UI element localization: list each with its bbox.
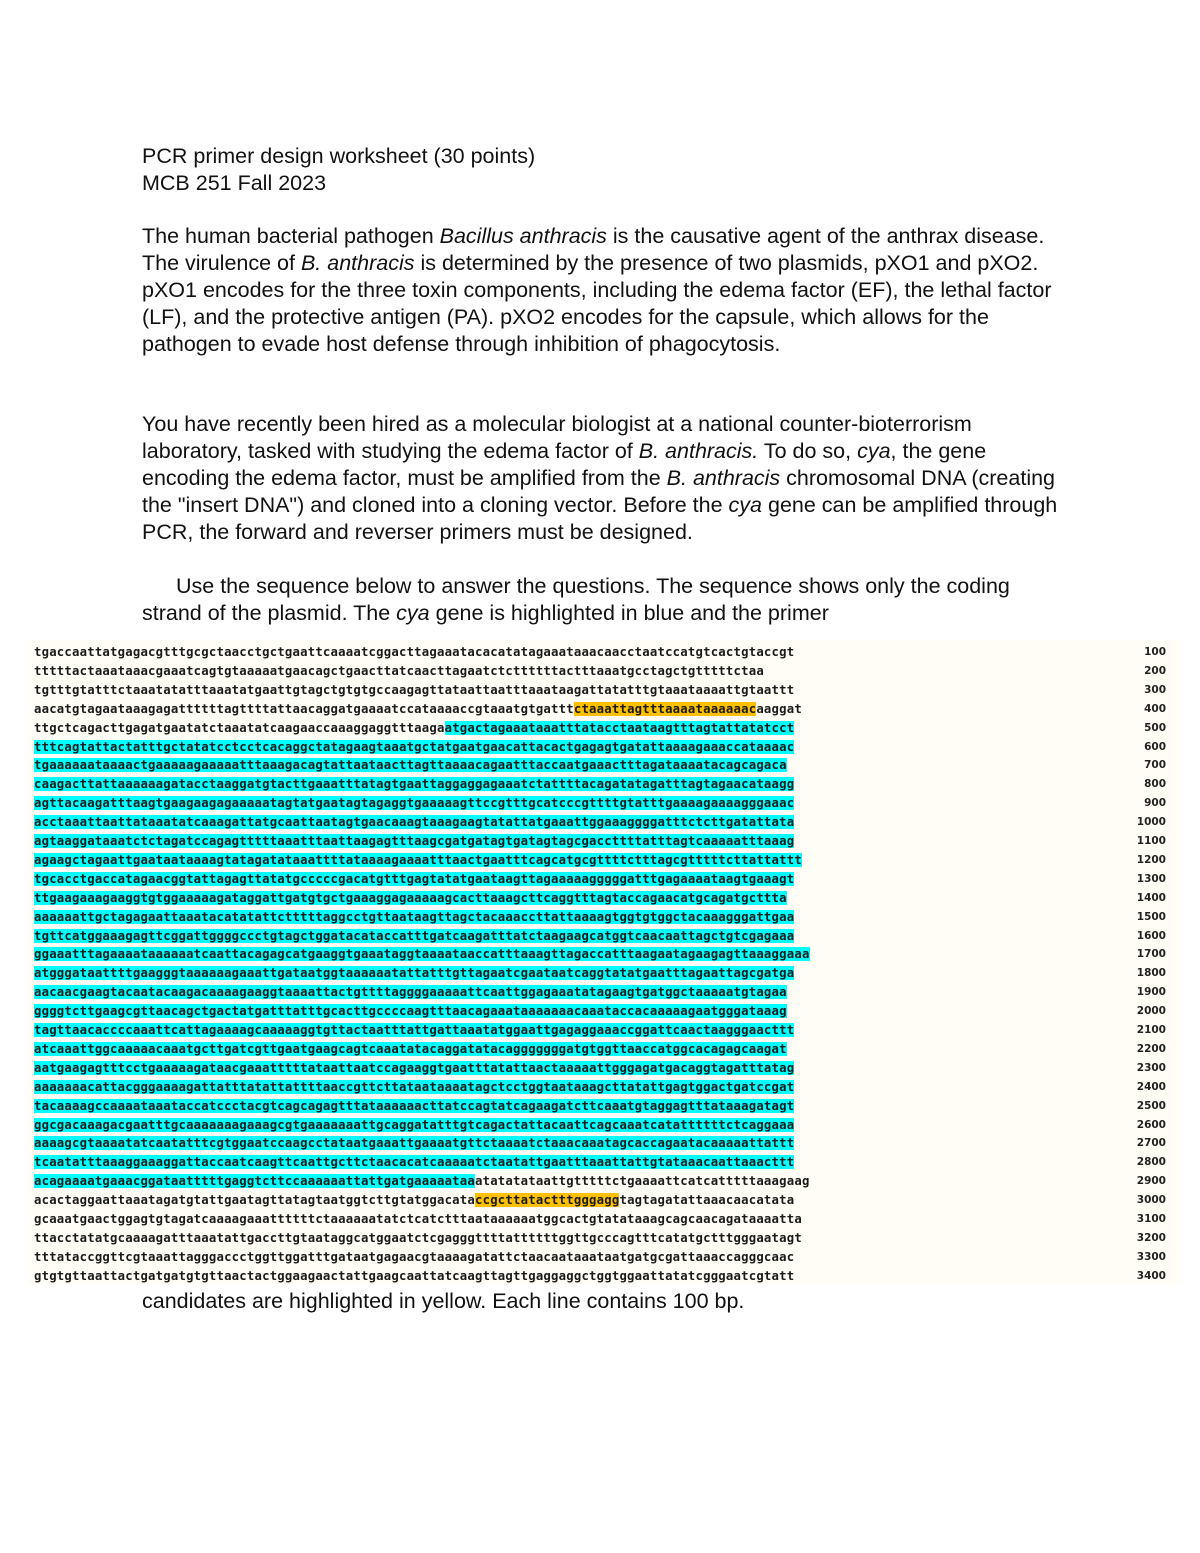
sequence-segment: tttataccggttcgtaaattagggaccctggttggatttgataatgagaacgtaaaagatattctaacaataaataatgatgcgattaaaccagggcaac xyxy=(34,1249,795,1264)
base-pair-position: 900 xyxy=(1144,797,1166,810)
worksheet-heading xyxy=(142,143,1072,197)
text-run: To do so, xyxy=(758,439,858,463)
base-pair-position: 1300 xyxy=(1136,872,1166,885)
intro-text xyxy=(142,223,1072,358)
instructions-continued-text xyxy=(142,1288,1072,1315)
base-pair-position: 3400 xyxy=(1136,1269,1166,1282)
cya-gene-highlight: aaaaaaacattacgggaaaagattatttatattattttaaccgttcttataataaaatagctcctggtaataaagcttatattgagtggactgatccgat xyxy=(34,1079,795,1094)
sequence-line xyxy=(34,775,794,793)
cya-gene-highlight: tgcacctgaccatagaacggtattagagttatatgcccccgacatgtttgagtatatgaataagttagaaaaagggggatttgagaaaataagtgaaagt xyxy=(34,871,795,886)
sequence-line xyxy=(34,927,794,945)
base-pair-position: 400 xyxy=(1144,702,1166,715)
base-pair-position: 600 xyxy=(1144,740,1166,753)
base-pair-position: 3100 xyxy=(1136,1213,1166,1225)
cya-gene-highlight: tgaaaaaataaaactgaaaaagaaaaatttaaagacagtattaataacttagttaaaacagaatttaccaatgaaactttagataaaatacagcagaca xyxy=(34,758,787,773)
cya-gene-highlight: aaaagcgtaaaatatcaatatttcgtggaatccaagcctataatgaaattgaaaatgttctaaaatctaaacaaatagcaccagaatacaaaaattattt xyxy=(34,1136,795,1151)
sequence-line xyxy=(34,794,794,812)
sequence-line xyxy=(34,1210,802,1228)
cya-gene-highlight: acagaaaatgaaacggataatttttgaggtcttccaaaaaattattgatgaaaaataa xyxy=(34,1174,475,1189)
sequence-line xyxy=(34,1116,794,1134)
task-paragraph xyxy=(142,411,1072,546)
sequence-line xyxy=(34,832,794,850)
base-pair-position: 200 xyxy=(1144,664,1166,677)
sequence-line xyxy=(34,1191,794,1209)
course-line: MCB 251 Fall 2023 xyxy=(142,171,327,195)
cya-gene-highlight: atcaaattggcaaaaacaaatgcttgatcgttgaatgaagcagtcaaatatacaggatatacagggggggatgtggttaaccatggcacagagcaagat xyxy=(34,1041,787,1056)
sequence-line xyxy=(34,1059,794,1077)
text-run: is the causative agent of the anthrax disease. The virulence of xyxy=(142,224,1045,275)
intro-paragraph xyxy=(142,223,1072,358)
base-pair-position: 2900 xyxy=(1136,1175,1166,1188)
sequence-segment: aacatgtagaataaagagattttttagttttattaacaggatgaaaatccataaaaccgtaaatgtgattt xyxy=(34,701,574,716)
sequence-line xyxy=(34,1134,794,1152)
sequence-line xyxy=(34,1097,794,1115)
cya-gene-highlight: aatgaagagtttcctgaaaaagataacgaaatttttataattaatccagaaggtgaatttatattaactaaaaattgggagatgacaggtagatttatag xyxy=(34,1060,795,1075)
sequence-line xyxy=(34,945,810,963)
cya-gene-highlight: agaagctagaattgaataataaaagtatagatataaattttataaaagaaaatttaactgaatttcagcatgcgttttctttagcgtttttcttattattt xyxy=(34,852,802,867)
sequence-line xyxy=(34,1002,787,1020)
sequence-line xyxy=(34,1153,794,1171)
sequence-line xyxy=(34,700,802,718)
cya-gene-highlight: tcaatatttaaaggaaaggattaccaatcaagttcaattgcttctaacacatcaaaaatctaatattgaatttaaattattgtataaacaattaaacttt xyxy=(34,1155,795,1170)
base-pair-position: 3200 xyxy=(1136,1231,1166,1244)
sequence-line xyxy=(34,1267,794,1285)
base-pair-position: 2500 xyxy=(1136,1099,1166,1112)
sequence-segment: ttgctcagacttgagatgaatatctaaatatcaagaaccaaaggaggtttaaga xyxy=(34,720,445,735)
sequence-line xyxy=(34,662,764,680)
base-pair-position: 1100 xyxy=(1136,835,1166,847)
instructions-text xyxy=(142,573,1072,627)
cya-gene-highlight: acctaaattaattataaatatcaaagattatgcaattaatagtgaacaaagtaaagaagtatattatgaaattggaaaggggatttctcttgatattata xyxy=(34,815,795,830)
sequence-segment: tgtttgtatttctaaatatatttaaatatgaattgtagctgtgtgccaagagttataattaatttaaataagattatatttgtaaataaaattgtaattt xyxy=(34,682,795,697)
base-pair-position: 2300 xyxy=(1136,1061,1166,1074)
text-run: is determined by the presence of two plasmids, pXO1 and pXO2. pXO1 encodes for the three toxin components, including the edema factor (EF), the lethal factor (LF), and the protective antigen (PA). pXO2 encodes for the capsule, which allows for the pathogen to evade host defense through inhibition of phagocytosis. xyxy=(142,251,1052,356)
base-pair-position: 2100 xyxy=(1136,1024,1166,1036)
sequence-line xyxy=(34,851,802,869)
text-run: , the gene encoding the edema factor, must be amplified from the xyxy=(142,439,987,490)
primer-candidate-highlight: ctaaattagtttaaaataaaaaac xyxy=(573,701,757,716)
base-pair-position: 100 xyxy=(1144,646,1166,658)
sequence-segment: acactaggaattaaatagatgtattgaatagttatagtaatggtcttgtatggacata xyxy=(34,1193,475,1208)
sequence-line xyxy=(34,681,794,699)
sequence-line xyxy=(34,813,794,831)
cya-gene-highlight: agtaaggataaatctctagatccagagtttttaaatttaattaagagtttaagcgatgatagtgatagtagcgaccttttatttagtcaaaaatttaaag xyxy=(34,834,795,848)
base-pair-position: 1200 xyxy=(1136,853,1166,866)
sequence-line xyxy=(34,870,794,888)
cya-gene-highlight: atgactagaaataaatttatacctaataagtttagtattatatcct xyxy=(444,720,795,735)
base-pair-position: 1600 xyxy=(1136,929,1166,942)
base-pair-position: 1500 xyxy=(1136,910,1166,923)
instructions-paragraph xyxy=(142,573,1072,627)
base-pair-position: 2700 xyxy=(1136,1137,1166,1150)
sequence-segment: tagtagatattaaacaacatata xyxy=(619,1193,795,1208)
base-pair-position: 2600 xyxy=(1136,1118,1166,1131)
cya-gene-highlight: agttacaagatttaagtgaagaagagaaaaatagtatgaatagtagaggtgaaaaagttccgtttgcatcccgttttgtatttgaaaagaaaagggaaac xyxy=(34,796,795,811)
base-pair-position: 2400 xyxy=(1136,1080,1166,1093)
cya-gene-highlight: ggcgacaaagacgaatttgcaaaaaaagaaagcgtgaaaaaaattgcaggatatttgtcagactattacaattcagcaaatcatattttttctcaggaaa xyxy=(34,1117,795,1132)
sequence-panel xyxy=(28,640,1180,1284)
sequence-line xyxy=(34,719,794,737)
sequence-segment: aaggat xyxy=(756,701,802,716)
text-run: You have recently been hired as a molecular biologist at a national counter-bioterrorism laboratory, tasked with studying the edema factor of xyxy=(142,412,972,463)
primer-candidate-highlight: ccgcttatactttgggagg xyxy=(475,1193,620,1208)
base-pair-position: 800 xyxy=(1144,778,1166,791)
cya-gene-highlight: atgggataattttgaagggtaaaaaagaaattgataatggtaaaaaatattatttgttagaatcgaataatcaggtatatgaatttagaattagcgatga xyxy=(34,966,795,981)
sequence-segment: gtgtgttaattactgatgatgtgttaactactggaagaactattgaagcaattatcaagttagttgaggaggctggtggaattatatcgggaatcgtatt xyxy=(34,1268,795,1283)
text-run: Use the sequence below to answer the questions. The sequence shows only the coding strand of the plasmid. The xyxy=(142,574,1010,625)
cya-gene-highlight: ggaaatttagaaaataaaaaatcaattacagagcatgaaggtgaaataggtaaaataaccatttaaagttagaccatttaagaatagaagagttaaaggaaa xyxy=(34,947,810,962)
base-pair-position: 1000 xyxy=(1136,816,1166,829)
sequence-segment: tgaccaattatgagacgtttgcgctaacctgctgaattcaaaatcggacttagaaatacacatatagaaataaacaacctaatccatgtcactgtaccgt xyxy=(34,645,795,659)
base-pair-position: 300 xyxy=(1144,683,1166,696)
text-run: gene is highlighted in blue and the primer xyxy=(429,601,829,625)
italic-term: Bacillus anthracis xyxy=(439,224,607,248)
cya-gene-highlight: ggggtcttgaagcgttaacagctgactatgatttatttgcacttgccccaagtttaacagaaataaaaaaacaaataccacaaaaagaatgggataaag xyxy=(34,1004,787,1019)
cya-gene-highlight: tagttaacaccccaaattcattagaaaagcaaaaaggtgttactaatttattgattaaatatggaattgagaggaaaccggattcaactaagggaacttt xyxy=(34,1023,795,1037)
base-pair-position: 2200 xyxy=(1136,1042,1166,1055)
sequence-line xyxy=(34,1172,810,1190)
sequence-line xyxy=(34,983,787,1001)
sequence-line xyxy=(34,964,794,982)
cya-gene-highlight: caagacttattaaaaaagatacctaaggatgtacttgaaatttatagtgaattaggaggagaaatctattttacagatatagatttagtagaacataagg xyxy=(34,777,795,792)
sequence-segment: gcaaatgaactggagtgtagatcaaaagaaattttttctaaaaaatatctcatctttaataaaaaatggcactgtatataaagcagcaacagataaaatta xyxy=(34,1212,802,1226)
cya-gene-highlight: aacaacgaagtacaatacaagacaaaagaaggtaaaattactgttttaggggaaaaattcaattggagaaatatagaagtgatggctaaaaatgtagaa xyxy=(34,985,787,1000)
sequence-line xyxy=(34,738,794,756)
base-pair-position: 500 xyxy=(1144,721,1166,734)
cya-gene-highlight: ttgaagaaagaaggtgtggaaaaagataggattgatgtgctgaaaggagaaaaagcacttaaagcttcaggtttagtaccagaacatgcagatgcttta xyxy=(34,890,787,905)
text-run: gene can be amplified through PCR, the forward and reverser primers must be designed. xyxy=(142,493,1058,544)
instructions-continued xyxy=(142,1288,1072,1315)
cya-gene-highlight: tgttcatggaaagagttcggattggggccctgtagctggatacataccatttgatcaagatttatctaagaagcatggtcaacaattagctgtcgagaaa xyxy=(34,928,795,943)
cya-gene-highlight: tacaaaagccaaaataaataccatccctacgtcagcagagtttataaaaaacttatccagtatcagaagatcttcaaatgtaggagtttataaagatagt xyxy=(34,1098,795,1113)
sequence-line xyxy=(34,643,794,661)
base-pair-position: 700 xyxy=(1144,759,1166,772)
text-run: chromosomal DNA (creating the "insert DNA") and cloned into a cloning vector. Before the xyxy=(142,466,1056,517)
base-pair-position: 1900 xyxy=(1136,986,1166,999)
sequence-segment: ttacctatatgcaaaagatttaaatattgaccttgtaataggcatggaatctcgagggttttattttttggttgcccagtttcatatgctttgggaatagt xyxy=(34,1230,802,1245)
base-pair-position: 1400 xyxy=(1136,891,1166,904)
worksheet-title: PCR primer design worksheet (30 points) xyxy=(142,144,536,168)
italic-term: B. anthracis xyxy=(666,466,781,490)
sequence-line xyxy=(34,1078,794,1096)
italic-term: B. anthracis xyxy=(300,251,415,275)
italic-term: cya xyxy=(857,439,891,463)
italic-term: cya xyxy=(396,601,430,625)
cya-gene-highlight: aaaaaattgctagagaattaaatacatatattctttttaggcctgttaataagttagctacaaaccttattaaaagtggtgtggctacaaagggattgaa xyxy=(34,909,795,924)
base-pair-position: 2000 xyxy=(1136,1005,1166,1018)
base-pair-position: 3300 xyxy=(1136,1250,1166,1263)
sequence-segment: tttttactaaataaacgaaatcagtgtaaaaatgaacagctgaacttatcaacttagaatctcttttttactttaaatgcctagctgtttttctaa xyxy=(34,663,764,678)
task-text xyxy=(142,411,1072,546)
base-pair-position: 1700 xyxy=(1136,948,1166,961)
base-pair-position: 3000 xyxy=(1136,1194,1166,1207)
sequence-line xyxy=(34,1040,787,1058)
sequence-line xyxy=(34,1021,794,1039)
text-run: The human bacterial pathogen xyxy=(142,224,440,248)
sequence-line xyxy=(34,908,794,926)
base-pair-position: 2800 xyxy=(1136,1156,1166,1169)
cya-gene-highlight: tttcagtattactatttgctatatcctcctcacaggctatagaagtaaatgctatgaatgaacattacactgagagtgatattaaaagaaaccataaaac xyxy=(34,739,795,754)
sequence-line xyxy=(34,889,787,907)
base-pair-position: 1800 xyxy=(1136,967,1166,980)
italic-term: B. anthracis. xyxy=(638,439,759,463)
sequence-line xyxy=(34,1229,802,1247)
sequence-line xyxy=(34,1248,794,1266)
sequence-line xyxy=(34,756,787,774)
sequence-segment: atatatataattgtttttctgaaaattcatcatttttaaagaag xyxy=(475,1174,810,1189)
text-run: candidates are highlighted in yellow. Each line contains 100 bp. xyxy=(142,1289,745,1313)
italic-term: cya xyxy=(728,493,763,517)
